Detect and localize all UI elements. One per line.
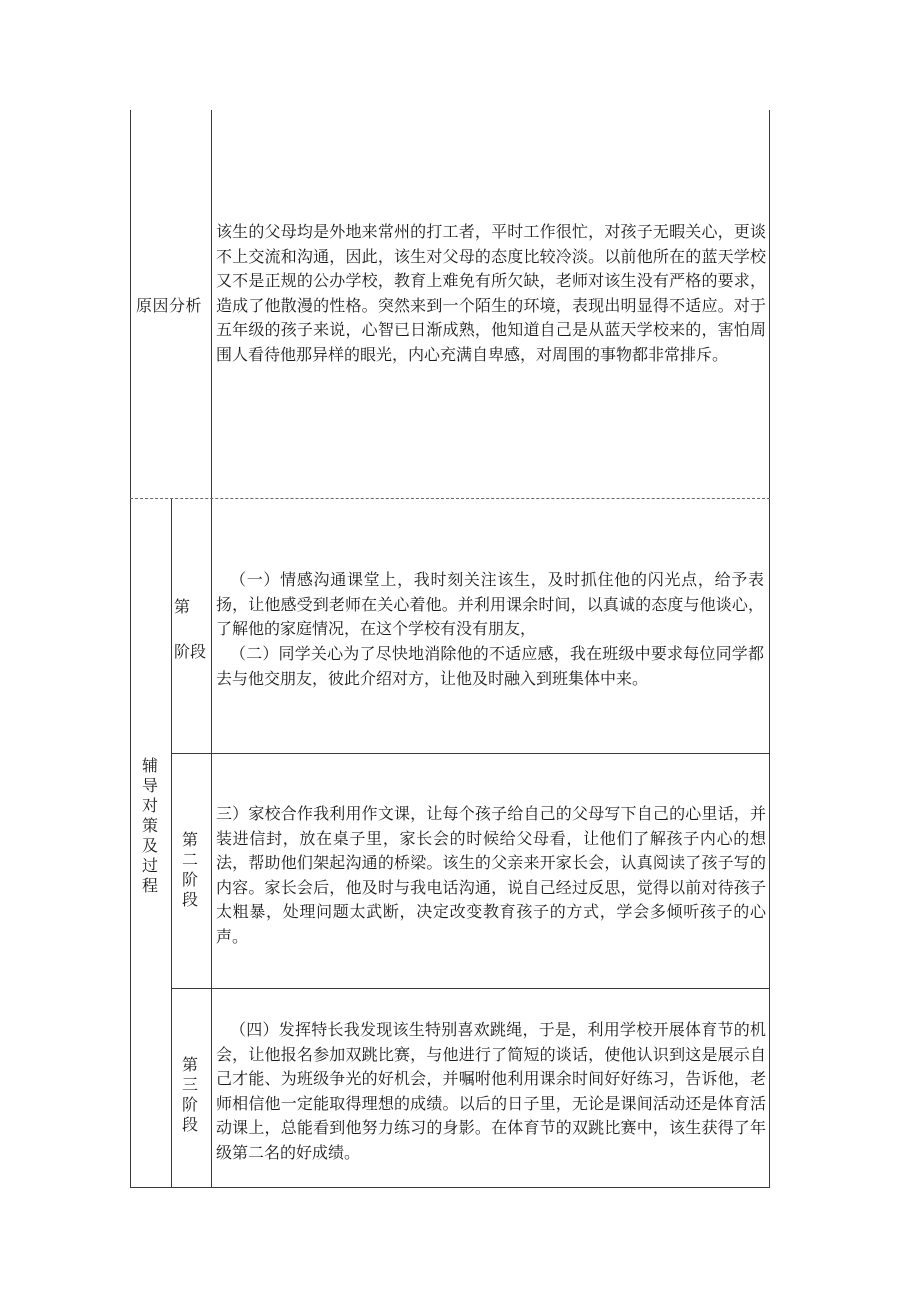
stage-1-label-line1: 第: [174, 597, 191, 616]
row-divider-reason: [130, 498, 770, 499]
stage-column-divider: [171, 498, 172, 1188]
label-column-divider: [211, 110, 212, 1188]
row-divider-stage-2: [171, 988, 770, 989]
stage-2-label: 第二阶段: [181, 830, 198, 909]
guidance-label: 辅导对策及过程: [141, 756, 158, 895]
table-border-bottom: [130, 1187, 770, 1188]
reason-label: 原因分析: [136, 296, 203, 315]
stage-1-paragraph-1: （一）情感沟通课堂上，我时刻关注该生，及时抓住他的闪光点，给予表扬，让他感受到老师在关心着他。并利用课余时间，以真诚的态度与他谈心，了解他的家庭情况，在这个学校有没有朋友，: [216, 570, 764, 638]
table-border-right: [769, 110, 770, 1188]
row-divider-stage-1: [171, 753, 770, 754]
stage-3-label: 第三阶段: [181, 1055, 198, 1134]
stage-2-paragraph: 三）家校合作我利用作文课，让每个孩子给自己的父母写下自己的心里话，并装进信封，放在桌子里，家长会的时候给父母看，让他们了解孩子内心的想法，帮助他们架起沟通的桥梁。该生的父亲来开家长会，认真阅读了孩子写的内容。家长会后，他及时与我电话沟通，说自己经过反思，觉得以前对待孩子太粗暴，处理问题太武断，决定改变教育孩子的方式，学会多倾听孩子的心声。: [216, 804, 766, 946]
stage-1-paragraph-2: （二）同学关心为了尽快地消除他的不适应感，我在班级中要求每位同学都去与他交朋友，彼此介绍对方，让他及时融入到班集体中来。: [216, 644, 764, 688]
reason-text: 该生的父母均是外地来常州的打工者，平时工作很忙，对孩子无暇关心，更谈不上交流和沟通，因此，该生对父母的态度比较冷淡。以前他所在的蓝天学校又不是正规的公办学校，教育上难免有所欠缺，老师对该生没有严格的要求，造成了他散漫的性格。突然来到一个陌生的环境，表现出明显得不适应。对于五年级的孩子来说，心智已日渐成熟，他知道自己是从蓝天学校来的，害怕周围人看待他那异样的眼光，内心充满自卑感，对周围的事物都非常排斥。: [216, 222, 766, 364]
stage-3-paragraph: （四）发挥特长我发现该生特别喜欢跳绳，于是，利用学校开展体育节的机会，让他报名参加双跳比赛，与他进行了简短的谈话，使他认识到这是展示自己才能、为班级争光的好机会，并嘱咐他利用课余时间好好练习，告诉他，老师相信他一定能取得理想的成绩。以后的日子里，无论是课间活动还是体育活动课上，总能看到他努力练习的身影。在体育节的双跳比赛中，该生获得了年级第二名的好成绩。: [216, 1020, 766, 1162]
stage-1-label-line2: 阶段: [174, 642, 207, 661]
table-border-left: [130, 110, 131, 1188]
